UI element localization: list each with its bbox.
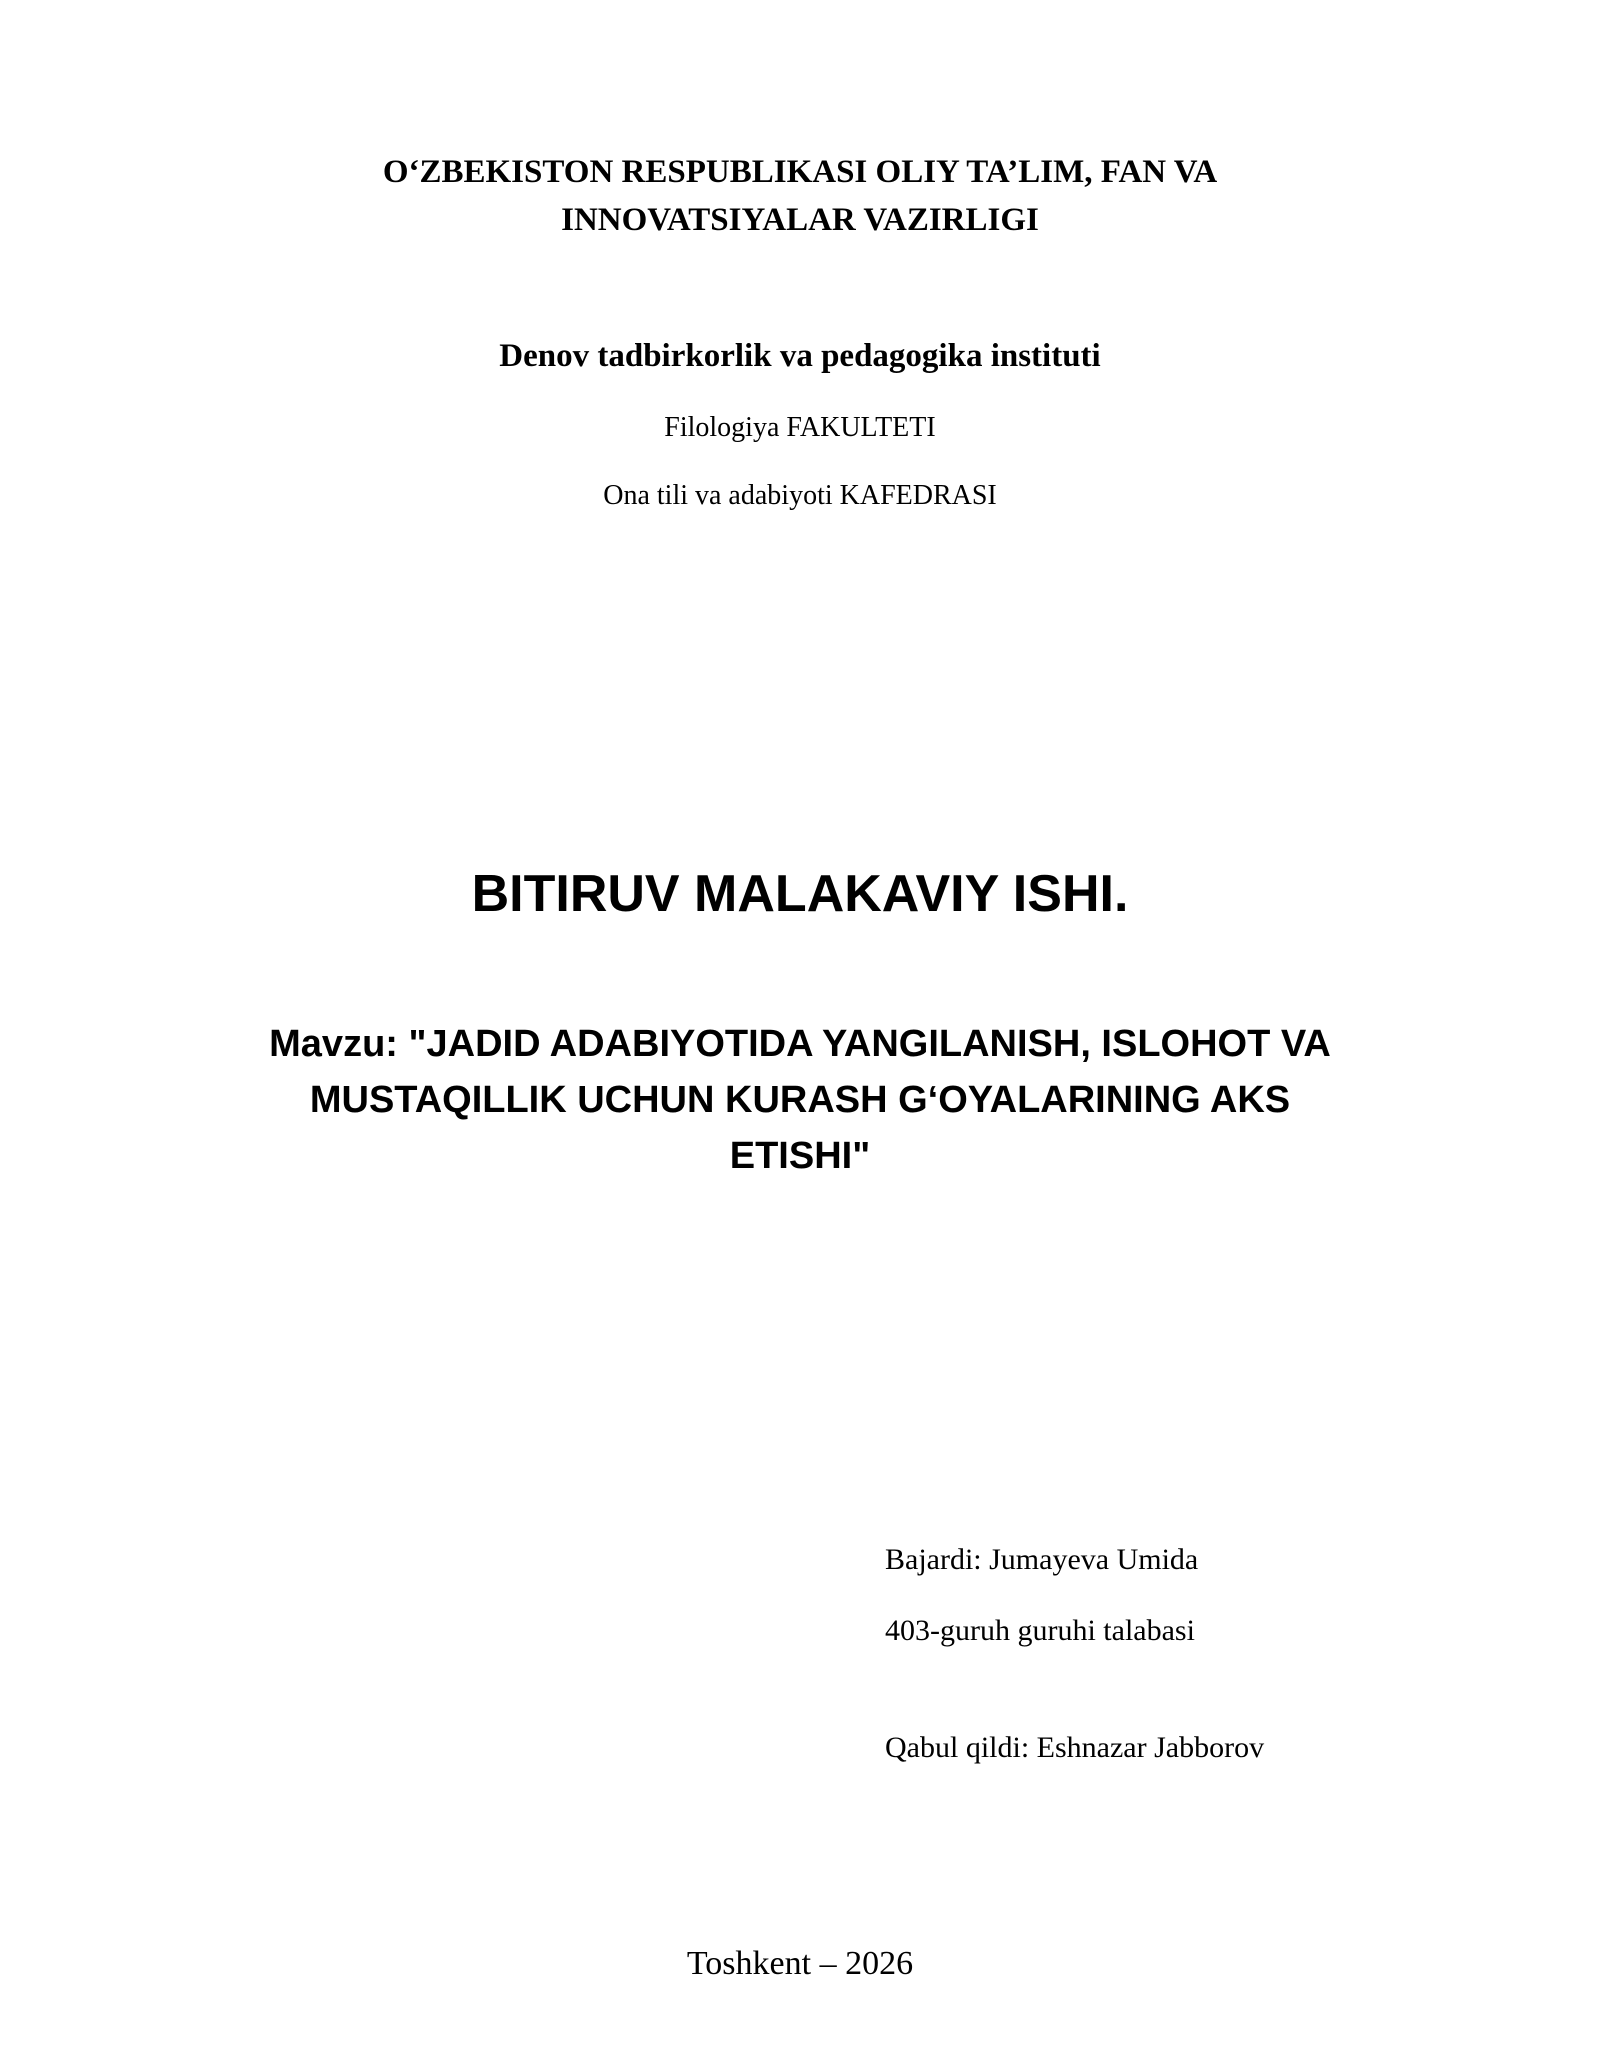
ministry-line-2: INNOVATSIYALAR VAZIRLIGI: [561, 202, 1039, 238]
accepted-by-line: Qabul qildi: Eshnazar Jabborov: [885, 1731, 1265, 1764]
topic-line-3: ETISHI": [729, 1135, 871, 1177]
department-name: Ona tili va adabiyoti KAFEDRASI: [603, 480, 997, 511]
faculty-name: Filologiya FAKULTETI: [664, 412, 936, 443]
performer-line: Bajardi: Jumayeva Umida: [885, 1543, 1199, 1576]
topic-line-2: MUSTAQILLIK UCHUN KURASH G‘OYALARINING AKS: [309, 1079, 1291, 1121]
topic-line-1: Mavzu: "JADID ADABIYOTIDA YANGILANISH, ISLOHOT VA: [269, 1023, 1331, 1065]
city-year: Toshkent – 2026: [686, 1945, 914, 1982]
topic-heading: [200, 1016, 1400, 1184]
institute-name: Denov tadbirkorlik va pedagogika instituti: [499, 338, 1101, 374]
ministry-heading: [0, 148, 1600, 244]
work-title: BITIRUV MALAKAVIY ISHI.: [471, 865, 1129, 923]
group-line: 403-guruh guruhi talabasi: [885, 1614, 1195, 1647]
ministry-line-1: O‘ZBEKISTON RESPUBLIKASI OLIY TA’LIM, FAN VA: [382, 154, 1218, 190]
